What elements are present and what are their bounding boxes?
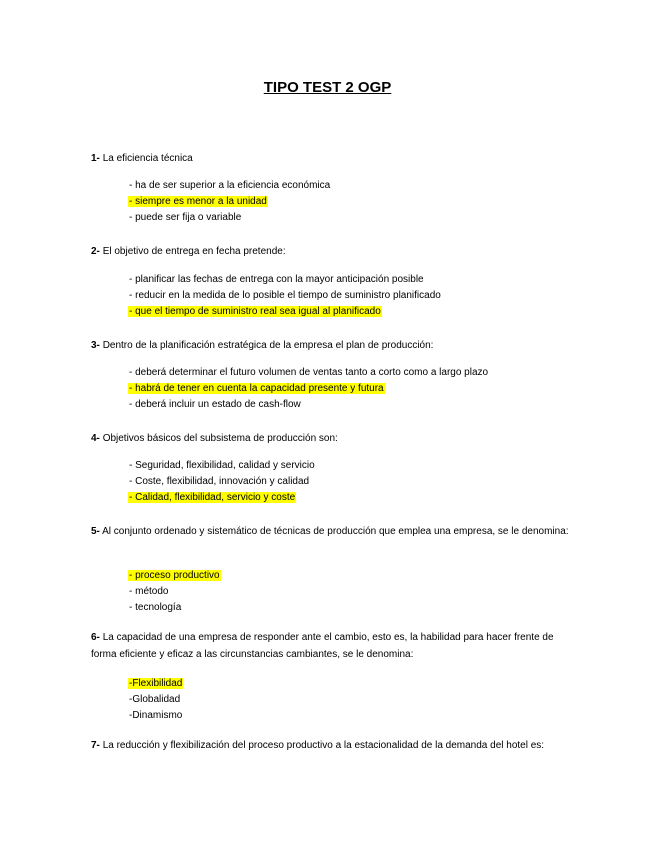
question-6 <box>91 629 571 663</box>
answer-option-highlighted <box>128 381 489 397</box>
answer-option-text: - método <box>129 586 169 597</box>
question-1-options <box>128 178 331 226</box>
answer-option <box>128 210 331 226</box>
answer-option <box>128 178 331 194</box>
answer-option-text: - reducir en la medida de lo posible el tiempo de suministro planificado <box>129 290 441 301</box>
question-text: El objetivo de entrega en fecha pretende: <box>102 246 286 257</box>
answer-option-highlighted <box>128 676 183 692</box>
answer-option-highlighted <box>128 490 316 506</box>
answer-option-highlighted <box>128 304 442 320</box>
question-number: 6- <box>91 632 100 643</box>
question-text: Dentro de la planificación estratégica de la empresa el plan de producción: <box>102 340 434 351</box>
answer-option-text: - proceso productivo <box>129 570 220 581</box>
answer-option <box>128 365 489 381</box>
question-1 <box>91 150 571 167</box>
question-number: 2- <box>91 246 100 257</box>
question-2-options <box>128 272 442 320</box>
answer-option-text: - Coste, flexibilidad, innovación y calidad <box>129 476 310 487</box>
answer-option-text: - Calidad, flexibilidad, servicio y coste <box>129 492 296 503</box>
answer-option-text: - tecnología <box>129 602 182 613</box>
question-text: Objetivos básicos del subsistema de producción son: <box>102 433 338 444</box>
answer-option-highlighted <box>128 194 331 210</box>
answer-option-text: - deberá incluir un estado de cash-flow <box>129 399 301 410</box>
question-7 <box>91 737 571 754</box>
question-5 <box>91 523 571 540</box>
answer-option-text: - que el tiempo de suministro real sea igual al planificado <box>129 306 381 317</box>
answer-option <box>128 692 183 708</box>
answer-option <box>128 600 221 616</box>
answer-option-text: -Globalidad <box>129 694 181 705</box>
answer-option-text: -Flexibilidad <box>129 678 183 689</box>
answer-option-text: -Dinamismo <box>129 710 183 721</box>
answer-option-text: - habrá de tener en cuenta la capacidad presente y futura <box>129 383 384 394</box>
question-text: La eficiencia técnica <box>102 153 193 164</box>
answer-option-text: - planificar las fechas de entrega con la mayor anticipación posible <box>129 274 424 285</box>
question-6-options <box>128 676 183 724</box>
answer-option <box>128 272 442 288</box>
question-number: 5- <box>91 526 100 537</box>
answer-option-highlighted <box>128 568 221 584</box>
question-text: Al conjunto ordenado y sistemático de técnicas de producción que emplea una empresa, se le denomina: <box>102 526 569 537</box>
question-4-options <box>128 458 316 506</box>
answer-option-text: - Seguridad, flexibilidad, calidad y servicio <box>129 460 315 471</box>
question-3-options <box>128 365 489 413</box>
question-number: 7- <box>91 740 100 751</box>
question-number: 1- <box>91 153 100 164</box>
answer-option <box>128 474 316 490</box>
question-text: La reducción y flexibilización del proceso productivo a la estacionalidad de la demanda del hotel es: <box>102 740 545 751</box>
question-3 <box>91 337 571 354</box>
answer-option <box>128 458 316 474</box>
answer-option-text: - siempre es menor a la unidad <box>129 196 267 207</box>
document-title: TIPO TEST 2 OGP <box>263 79 392 96</box>
question-2 <box>91 243 571 260</box>
question-number: 3- <box>91 340 100 351</box>
answer-option-text: - deberá determinar el futuro volumen de ventas tanto a corto como a largo plazo <box>129 367 489 378</box>
answer-option-text: - ha de ser superior a la eficiencia económica <box>129 180 331 191</box>
answer-option <box>128 708 183 724</box>
question-number: 4- <box>91 433 100 444</box>
answer-option-text: - puede ser fija o variable <box>129 212 242 223</box>
question-4 <box>91 430 571 447</box>
question-5-options <box>128 568 221 616</box>
answer-option <box>128 288 442 304</box>
question-text: La capacidad de una empresa de responder ante el cambio, esto es, la habilidad para hacer frente de forma eficiente y eficaz a las circunstancias cambiantes, se le denomina: <box>91 632 554 660</box>
answer-option <box>128 397 489 413</box>
answer-option <box>128 584 221 600</box>
